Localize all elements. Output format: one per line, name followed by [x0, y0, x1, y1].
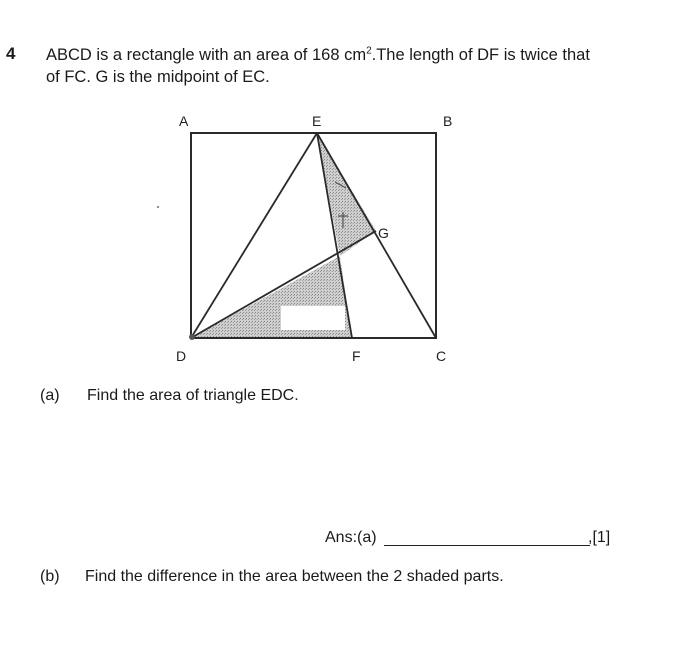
- squared-superscript: 2: [366, 45, 372, 57]
- part-b-label: (b): [40, 568, 60, 585]
- label-a: A: [179, 113, 189, 129]
- answer-a-prefix: Ans:(a): [325, 529, 377, 546]
- label-g: G: [378, 225, 389, 241]
- answer-a-line[interactable]: [384, 545, 590, 546]
- stray-dot: [157, 206, 159, 208]
- question-line-2: of FC. G is the midpoint of EC.: [46, 68, 270, 86]
- label-c: C: [436, 348, 447, 364]
- label-d: D: [176, 348, 187, 364]
- label-e: E: [312, 113, 322, 129]
- erased-patch: [281, 306, 345, 330]
- point-d-dot: [189, 334, 195, 340]
- part-a-label: (a): [40, 387, 60, 404]
- answer-a-mark: ,[1]: [588, 529, 611, 546]
- question-text: [46, 44, 646, 88]
- label-b: B: [443, 113, 453, 129]
- label-f: F: [352, 348, 361, 364]
- part-a-text: Find the area of triangle EDC.: [87, 387, 299, 404]
- question-line-1: [46, 44, 646, 66]
- question-number: 4: [6, 44, 16, 63]
- question-line-1-start: ABCD is a rectangle with an area of 168 cm: [46, 46, 367, 64]
- part-b-text: Find the difference in the area between the 2 shaded parts.: [85, 568, 504, 585]
- shaded-region-upper: [317, 133, 376, 256]
- rectangle-diagram: [0, 100, 700, 380]
- question-line-1-end: .The length of DF is twice that: [371, 46, 590, 64]
